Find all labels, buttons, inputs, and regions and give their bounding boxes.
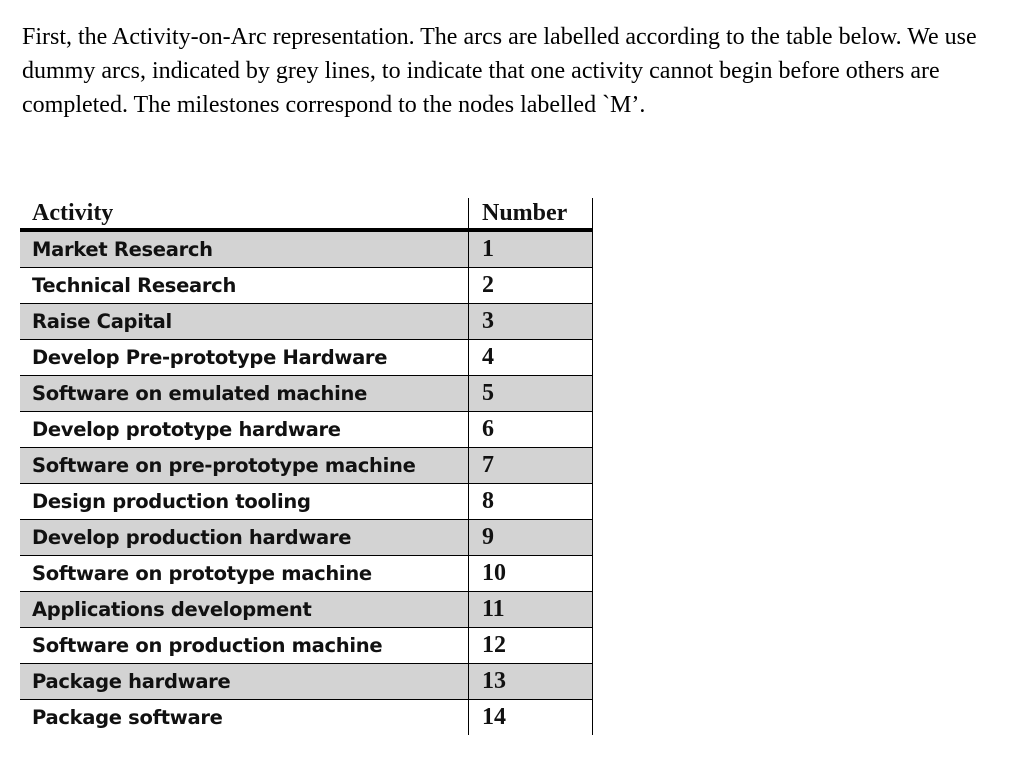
number-cell: 4	[469, 340, 593, 376]
activity-cell: Raise Capital	[20, 304, 469, 340]
table-row	[20, 448, 593, 484]
activity-cell: Package hardware	[20, 664, 469, 700]
table-row	[20, 700, 593, 736]
activity-cell: Design production tooling	[20, 484, 469, 520]
number-cell: 1	[469, 230, 593, 268]
number-cell: 5	[469, 376, 593, 412]
table-row	[20, 520, 593, 556]
activity-cell: Software on prototype machine	[20, 556, 469, 592]
number-cell: 11	[469, 592, 593, 628]
number-cell: 3	[469, 304, 593, 340]
table-row	[20, 628, 593, 664]
number-cell: 9	[469, 520, 593, 556]
table-row	[20, 230, 593, 268]
intro-paragraph: First, the Activity-on-Arc representation. The arcs are labelled according to the table below. We use dummy arcs, indicated by grey lines, to indicate that one activity cannot begin before others are completed. The milestones correspond to the nodes labelled `M’.	[22, 24, 977, 118]
number-cell: 12	[469, 628, 593, 664]
number-cell: 7	[469, 448, 593, 484]
activity-cell: Software on pre-prototype machine	[20, 448, 469, 484]
number-cell: 13	[469, 664, 593, 700]
activity-cell: Software on emulated machine	[20, 376, 469, 412]
activity-cell: Develop Pre-prototype Hardware	[20, 340, 469, 376]
activity-cell: Applications development	[20, 592, 469, 628]
table-row	[20, 484, 593, 520]
activity-cell: Market Research	[20, 230, 469, 268]
table-row	[20, 376, 593, 412]
table-row	[20, 412, 593, 448]
number-cell: 6	[469, 412, 593, 448]
table-row	[20, 664, 593, 700]
activity-cell: Develop prototype hardware	[20, 412, 469, 448]
table-row	[20, 556, 593, 592]
table-header-row	[20, 198, 593, 230]
number-cell: 14	[469, 700, 593, 736]
activity-column-header: Activity	[20, 198, 469, 230]
activity-table	[20, 198, 593, 735]
activity-cell: Package software	[20, 700, 469, 736]
number-cell: 8	[469, 484, 593, 520]
table-row	[20, 268, 593, 304]
table-row	[20, 304, 593, 340]
number-column-header: Number	[469, 198, 593, 230]
number-cell: 10	[469, 556, 593, 592]
table-row	[20, 592, 593, 628]
activity-cell: Develop production hardware	[20, 520, 469, 556]
table-row	[20, 340, 593, 376]
activity-cell: Software on production machine	[20, 628, 469, 664]
number-cell: 2	[469, 268, 593, 304]
activity-cell: Technical Research	[20, 268, 469, 304]
